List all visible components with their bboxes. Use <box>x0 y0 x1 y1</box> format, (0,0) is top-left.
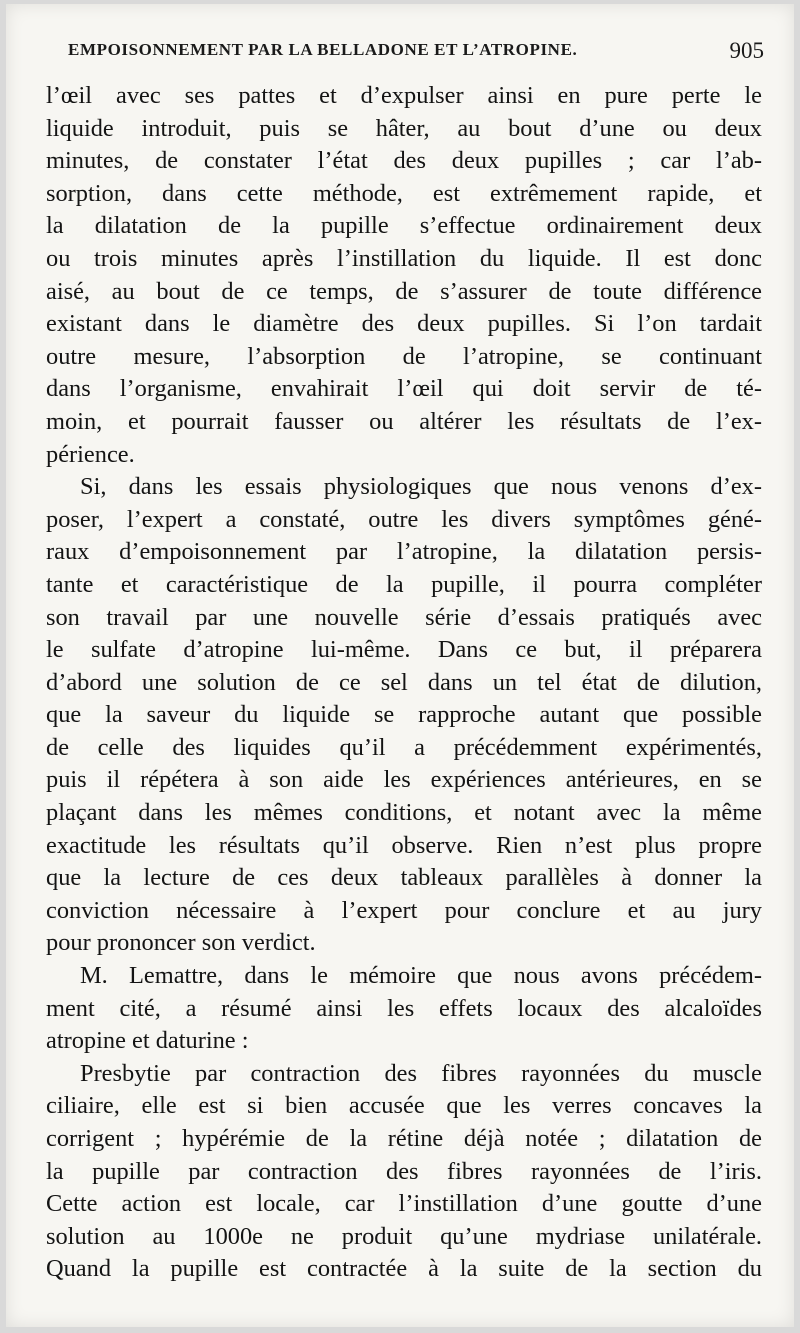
text-line: atropine et daturine : <box>46 1027 249 1055</box>
text-line: sorption, dans cette méthode, est extrêmement rapide, et <box>46 179 762 207</box>
text-line: pour prononcer son verdict. <box>46 929 316 957</box>
text-line: solution au 1000e ne produit qu’une mydriase unilatérale. <box>46 1222 762 1250</box>
text-line: poser, l’expert a constaté, outre les divers symptômes géné- <box>46 505 762 533</box>
text-line: corrigent ; hypérémie de la rétine déjà notée ; dilatation de <box>46 1125 762 1152</box>
text-line: Quand la pupille est contractée à la suite de la section du <box>46 1255 762 1283</box>
paragraph-first-line: Si, dans les essais physiologiques que nous venons d’ex- <box>80 473 762 501</box>
text-line: puis il répétera à son aide les expériences antérieures, en se <box>46 766 762 794</box>
text-line: exactitude les résultats qu’il observe. Rien n’est plus propre <box>46 831 762 859</box>
text-line: aisé, au bout de ce temps, de s’assurer de toute différence <box>46 277 762 305</box>
book-page <box>6 4 794 1327</box>
text-line: la pupille par contraction des fibres rayonnées de l’iris. <box>46 1157 762 1185</box>
text-line: existant dans le diamètre des deux pupilles. Si l’on tardait <box>46 310 762 338</box>
paragraph-first-line: Presbytie par contraction des fibres rayonnées du muscle <box>80 1059 762 1087</box>
text-line: minutes, de constater l’état des deux pupilles ; car l’ab- <box>46 147 762 175</box>
text-line: le sulfate d’atropine lui-même. Dans ce but, il préparera <box>46 636 762 664</box>
text-line: ciliaire, elle est si bien accusée que les verres concaves la <box>46 1092 762 1120</box>
text-line: conviction nécessaire à l’expert pour conclure et au jury <box>46 896 762 924</box>
page-number: 905 <box>729 38 764 63</box>
page-header <box>68 38 764 68</box>
paragraph-first-line: M. Lemattre, dans le mémoire que nous avons précédem- <box>80 962 762 990</box>
text-line: la dilatation de la pupille s’effectue ordinairement deux <box>46 212 762 240</box>
text-line: l’œil avec ses pattes et d’expulser ainsi en pure perte le <box>46 82 762 109</box>
text-line: périence. <box>46 440 135 468</box>
text-line: liquide introduit, puis se hâter, au bout d’une ou deux <box>46 114 762 142</box>
text-line: ment cité, a résumé ainsi les effets locaux des alcaloïdes <box>46 994 762 1022</box>
text-line: outre mesure, l’absorption de l’atropine, se continuant <box>46 342 762 370</box>
text-line: dans l’organisme, envahirait l’œil qui doit servir de té- <box>46 375 762 403</box>
text-line: moin, et pourrait fausser ou altérer les résultats de l’ex- <box>46 407 762 435</box>
text-line: ou trois minutes après l’instillation du liquide. Il est donc <box>46 244 762 272</box>
body-text <box>46 80 762 1286</box>
text-line: que la lecture de ces deux tableaux parallèles à donner la <box>46 864 762 892</box>
text-line: plaçant dans les mêmes conditions, et notant avec la même <box>46 799 762 827</box>
text-line: de celle des liquides qu’il a précédemment expérimentés, <box>46 733 762 761</box>
text-line: raux d’empoisonnement par l’atropine, la dilatation persis- <box>46 538 762 566</box>
text-line: Cette action est locale, car l’instillation d’une goutte d’une <box>46 1190 762 1218</box>
running-title: EMPOISONNEMENT PAR LA BELLADONE ET L’ATROPINE. <box>68 40 578 59</box>
text-line: que la saveur du liquide se rapproche autant que possible <box>46 701 762 729</box>
text-line: tante et caractéristique de la pupille, il pourra compléter <box>46 570 762 598</box>
text-line: son travail par une nouvelle série d’essais pratiqués avec <box>46 603 762 631</box>
text-line: d’abord une solution de ce sel dans un tel état de dilution, <box>46 668 762 696</box>
